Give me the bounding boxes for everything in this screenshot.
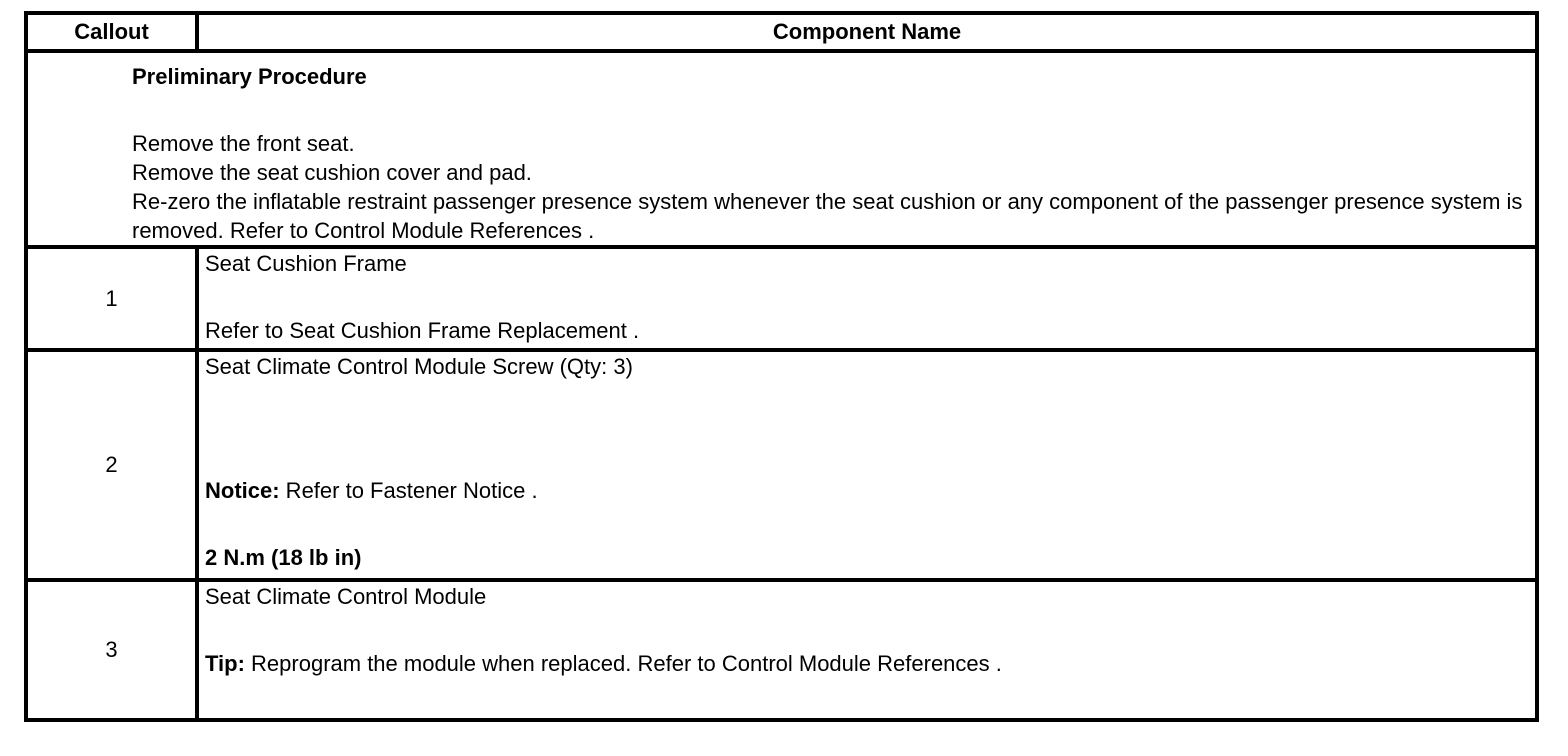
preliminary-step: Remove the front seat. [132, 131, 355, 156]
callout-number: 3 [26, 580, 197, 720]
notice-text: Refer to Fastener Notice . [279, 478, 538, 503]
tip-text: Reprogram the module when replaced. Refer to Control Module References . [244, 651, 1002, 676]
preliminary-procedure-title: Preliminary Procedure [132, 64, 367, 89]
preliminary-procedure-row [26, 51, 1537, 247]
table-row [26, 350, 1537, 580]
component-cell [197, 580, 1537, 720]
component-reference: Refer to Seat Cushion Frame Replacement . [205, 318, 640, 343]
torque-spec: 2 N.m (18 lb in) [205, 545, 362, 570]
component-cell [197, 247, 1537, 350]
component-cell [197, 350, 1537, 580]
preliminary-procedure-cell [26, 51, 1537, 247]
callout-number: 2 [26, 350, 197, 580]
component-name: Seat Cushion Frame [205, 251, 407, 276]
table-header-row [26, 13, 1537, 51]
notice-label: Notice: [205, 478, 280, 503]
preliminary-step: Re-zero the inflatable restraint passenger presence system whenever the seat cushion or any component of the passenger presence system is removed. Refer to Control Module References . [132, 189, 1523, 243]
callout-number: 1 [26, 247, 197, 350]
component-table [24, 11, 1539, 722]
notice-line [205, 476, 1535, 505]
component-name-column-header: Component Name [197, 13, 1537, 51]
table-row [26, 247, 1537, 350]
table-row [26, 580, 1537, 720]
component-name: Seat Climate Control Module Screw (Qty: 3) [205, 354, 633, 379]
component-table-container [24, 11, 1539, 739]
callout-column-header: Callout [26, 13, 197, 51]
component-name: Seat Climate Control Module [205, 584, 487, 609]
tip-line [205, 649, 1535, 678]
tip-label: Tip: [205, 651, 245, 676]
preliminary-step: Remove the seat cushion cover and pad. [132, 160, 532, 185]
